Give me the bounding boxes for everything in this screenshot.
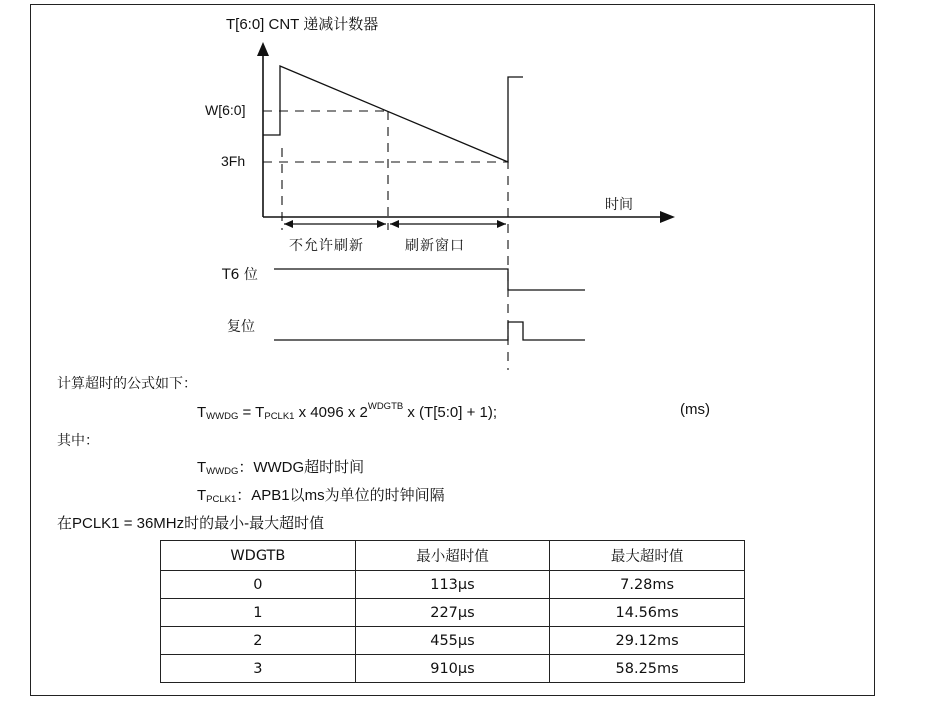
cell-max: 7.28ms — [550, 571, 745, 599]
definition-tpclk1: $T_{PCLK1}$：APB1以ms为单位的时钟间隔 — [197, 487, 445, 505]
timeout-table — [160, 540, 745, 683]
header-max-timeout: 最大超时值 — [550, 541, 745, 571]
cell-min: 910µs — [355, 655, 550, 683]
cell-wdgtb: 1 — [161, 599, 356, 627]
reset-signal — [274, 322, 585, 340]
cell-min: 455µs — [355, 627, 550, 655]
x-label-time: 时间 — [605, 197, 633, 213]
table-row — [161, 627, 745, 655]
header-wdgtb: WDGTB — [161, 541, 356, 571]
label-refresh-window: 刷新窗口 — [405, 238, 465, 254]
label-t6-bit: T6 位 — [222, 267, 258, 283]
x-axis-arrow — [660, 211, 675, 223]
y-label-w: W[6:0] — [205, 102, 246, 118]
cell-max: 29.12ms — [550, 627, 745, 655]
cell-wdgtb: 2 — [161, 627, 356, 655]
cell-max: 58.25ms — [550, 655, 745, 683]
table-header-row — [161, 541, 745, 571]
where-text: 其中： — [57, 433, 99, 449]
t6-signal — [274, 269, 585, 290]
cell-min: 113µs — [355, 571, 550, 599]
table-row — [161, 571, 745, 599]
y-label-3fh: 3Fh — [221, 153, 246, 169]
label-no-refresh: 不允许刷新 — [289, 238, 364, 254]
table-row — [161, 655, 745, 683]
intro-text: 计算超时的公式如下： — [57, 376, 197, 392]
diagram-title: T[6:0] CNT 递减计数器 — [226, 16, 379, 33]
definition-twwdg: $T_{WWDG}$：WWDG超时时间 — [197, 459, 365, 477]
table-row — [161, 599, 745, 627]
table-caption: 在PCLK1 = 36MHz时的最小-最大超时值 — [57, 515, 325, 532]
cell-wdgtb: 0 — [161, 571, 356, 599]
cell-wdgtb: 3 — [161, 655, 356, 683]
y-axis-arrow — [257, 42, 269, 56]
cell-min: 227µs — [355, 599, 550, 627]
formula-unit: (ms) — [680, 401, 710, 418]
formula: $T_{WWDG} = T_{PCLK1}$ x 4096 x $2^{WDGTB}$ x (T[5:0] + 1); — [197, 401, 497, 422]
label-reset: 复位 — [227, 319, 255, 335]
header-min-timeout: 最小超时值 — [355, 541, 550, 571]
counter-curve — [263, 66, 523, 162]
cell-max: 14.56ms — [550, 599, 745, 627]
